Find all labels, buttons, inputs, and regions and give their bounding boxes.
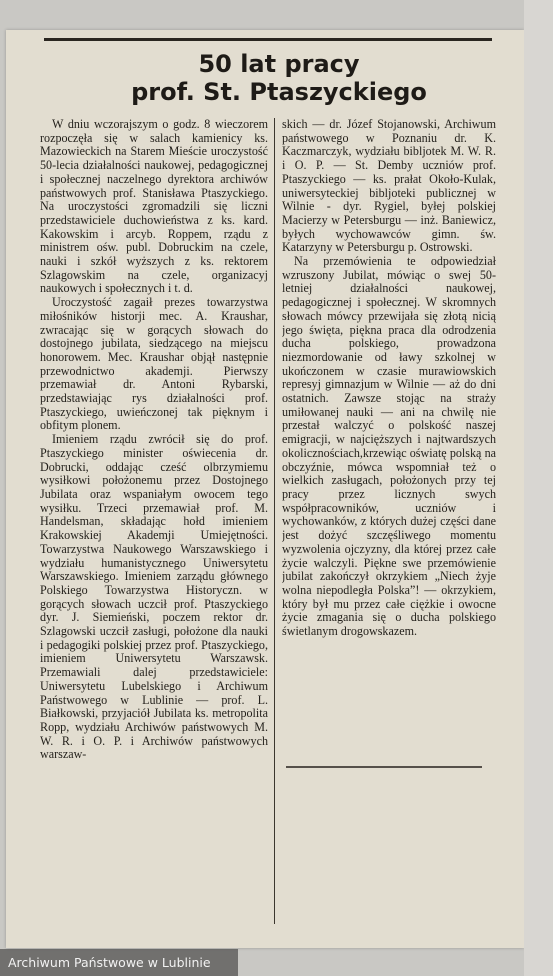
column-divider bbox=[274, 118, 275, 924]
article-headline bbox=[44, 50, 514, 106]
archive-watermark: Archiwum Państwowe w Lublinie bbox=[0, 949, 238, 976]
scan-margin bbox=[524, 0, 553, 976]
left-column bbox=[40, 118, 268, 940]
paragraph-5: Na przemówienia te odpowiedział wzruszony Jubilat, mówiąc o swej 50-letniej działalności naukowej, pedagogicznej i społecznej. W skromnych słowach mówcy przewijała się złotą nicią jego święta, piękna praca dla odrodzenia ducha polskiego, prowadzona niezmordowanie od ławy szkolnej w ukończonem w czasie murawiowskich represyj gimnazjum w Wilnie — aż do dni ostatnich. Zawsze stojąc na straży umiłowanej nauki — ani na chwilę nie przestał walczyć o polskość naszej emigracji, w najcięższych i najtwardszych okolicznościach,krzewiąc oświatę polską na obczyźnie, mówca wspomniał też o wielkich zasługach, położonych przy tej pracy przez licznych swych współpracowników, uczniów i wychowanków, z których dużej części dane jest dożyć szczęśliwego momentu wyzwolenia ojczyzny, dla której przez całe życie walczyli. Piękne swe przemówienie jubilat zakończył okrzykiem „Niech żyje wolna niepodległa Polska”! — okrzykiem, który był mu przez całe ciężkie i owocne życie zmagania się o ducha polskiego świetlanym drogowskazem. bbox=[282, 254, 496, 639]
article-end-rule bbox=[286, 766, 482, 768]
top-rule bbox=[44, 38, 492, 41]
paragraph-1: W dniu wczorajszym o godz. 8 wieczorem rozpoczęła się w salach kamienicy ks. Mazowieckich na Starem Mieście uroczystość 50-lecia działalności naukowej, pedagogicznej i społecznej naczelnego dyrektora archiwów państwowych prof. Stanisława Ptaszyckiego. Na uroczystości zgromadzili się liczni przedstawiciele duchowieństwa z ks. kard. Kakowskim i arcyb. Roppem, rządu z ministrem ośw. publ. Dobruckim na czele, nauki i szkół wyższych z ks. rektorem Szlagowskim na czele, organizacyj naukowych i społecznych i t. d. bbox=[40, 118, 268, 296]
paragraph-2: Uroczystość zagaił prezes towarzystwa miłośników historji mec. A. Kraushar, zwracając się w gorących słowach do dostojnego jubilata, siedzącego na miejscu honorowem. Mec. Kraushar objął następnie przewodnictwo akademji. Pierwszy przemawiał dr. Antoni Rybarski, przedstawiając rys działalności prof. Ptaszyckiego, uwieńczonej tak pięknym i obfitym plonem. bbox=[40, 295, 268, 433]
right-column bbox=[282, 118, 496, 758]
paragraph-4: skich — dr. Józef Stojanowski, Archiwum państwowego w Poznaniu dr. K. Kaczmarczyk, wydziału bibljotek M. W. R. i O. P. — St. Demby uczniów prof. Ptaszyckiego — ks. prałat Około-Kulak, uniwersyteckiej bibljoteki publicznej w Wilnie - dyr. Rygiel, byłej polskiej Macierzy w Petersburgu — inż. Baniewicz, byłych wychowawców gimn. św. Katarzyny w Petersburgu p. Ostrowski. bbox=[282, 118, 496, 255]
headline-line-1: 50 lat pracy bbox=[198, 50, 360, 78]
headline-line-2: prof. St. Ptaszyckiego bbox=[131, 78, 427, 106]
paragraph-3: Imieniem rządu zwrócił się do prof. Ptaszyckiego minister oświecenia dr. Dobrucki, oddając cześć olbrzymiemu wysiłkowi położonemu przez Dostojnego Jubilata oraz wspaniałym owocem tego wysiłku. Trzeci przemawiał prof. M. Handelsman, składając hołd imieniem Krakowskiej Akademji Umiejętności. Towarzystwa Naukowego Warszawskiego i wydziału humanistycznego Uniwersytetu Warszawskiego. Imieniem zarządu głównego Polskiego Towarzystwa Historyczn. w gorących słowach uczcił prof. Ptaszyckiego dyr. J. Siemieński, poczem rektor dr. Szlagowski uczcił zasługi, położone dla nauki i pedagogiki polskiej przez prof. Ptaszyckiego, imieniem Uniwersytetu Warszawsk. Przemawiali dalej przedstawiciele: Uniwersytetu Lubelskiego i Archiwum Państwowego w Lublinie — prof. L. Białkowski, przyjaciół Jubilata ks. metropolita Ropp, wydziału Archiwów państwowych M. W. R. i O. P. i Archiwów państwowych warszaw- bbox=[40, 432, 268, 762]
